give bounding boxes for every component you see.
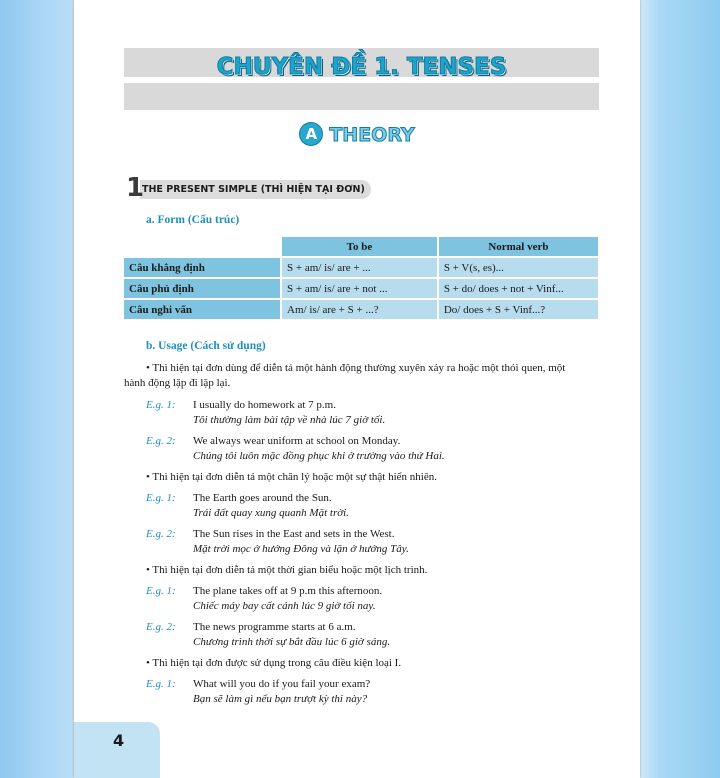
bullet-schedule: • Thì hiện tại đơn diễn tả một thời gian biểu hoặc một lịch trình.	[146, 564, 428, 576]
section-heading	[126, 173, 365, 203]
table-row	[124, 279, 600, 300]
example-vietnamese: Chiếc máy bay cất cánh lúc 9 giờ tối nay.	[193, 600, 376, 612]
example-english: The Earth goes around the Sun.	[193, 492, 332, 504]
cell-to-be: S + am/ is/ are + ...	[282, 258, 439, 279]
example-english: The Sun rises in the East and sets in the West.	[193, 528, 395, 540]
example-english: We always wear uniform at school on Monday.	[193, 435, 401, 447]
example-vietnamese: Bạn sẽ làm gì nếu bạn trượt kỳ thi này?	[193, 693, 368, 705]
table-header-row	[124, 237, 600, 258]
example-tag: E.g. 1:	[146, 678, 176, 690]
example-tag: E.g. 1:	[146, 492, 176, 504]
cell-verb: S + V(s, es)...	[439, 258, 600, 279]
header-to-be: To be	[282, 237, 439, 258]
table-row	[124, 300, 600, 321]
page-number: 4	[113, 731, 125, 750]
bullet-conditional: • Thì hiện tại đơn được sử dụng trong câu điều kiện loại I.	[146, 657, 402, 669]
example-english: I usually do homework at 7 p.m.	[193, 399, 336, 411]
cell-to-be: S + am/ is/ are + not ...	[282, 279, 439, 300]
theory-badge-icon: A	[299, 122, 323, 146]
row-label: Câu nghi vấn	[124, 300, 282, 321]
background-right	[640, 0, 720, 778]
example-tag: E.g. 2:	[146, 621, 176, 633]
title-band-bottom	[124, 83, 599, 110]
example-vietnamese: Tôi thường làm bài tập về nhà lúc 7 giờ tối.	[193, 414, 386, 426]
example-vietnamese: Chúng tôi luôn mặc đồng phục khi ở trường vào thứ Hai.	[193, 450, 445, 462]
example-tag: E.g. 1:	[146, 585, 176, 597]
bullet-truth: • Thì hiện tại đơn diễn tả một chân lý hoặc một sự thật hiển nhiên.	[146, 471, 437, 483]
example-english: The plane takes off at 9 p.m this afternoon.	[193, 585, 383, 597]
chapter-title: CHUYÊN ĐỀ 1. TENSES	[216, 54, 507, 80]
cell-to-be: Am/ is/ are + S + ...?	[282, 300, 439, 321]
header-normal-verb: Normal verb	[439, 237, 600, 258]
document-page	[74, 0, 640, 778]
example-vietnamese: Trái đất quay xung quanh Mặt trời.	[193, 507, 349, 519]
example-vietnamese: Mặt trời mọc ở hướng Đông và lặn ở hướng Tây.	[193, 543, 409, 555]
section-title: THE PRESENT SIMPLE (THÌ HIỆN TẠI ĐƠN)	[140, 180, 371, 199]
example-tag: E.g. 2:	[146, 435, 176, 447]
table-row	[124, 258, 600, 279]
row-label: Câu phủ định	[124, 279, 282, 300]
table-corner	[124, 237, 282, 258]
cell-verb: Do/ does + S + Vinf...?	[439, 300, 600, 321]
cell-verb: S + do/ does + not + Vinf...	[439, 279, 600, 300]
example-english: What will you do if you fail your exam?	[193, 678, 371, 690]
form-heading: a. Form (Cấu trúc)	[146, 214, 240, 226]
theory-label: THEORY	[329, 124, 415, 146]
usage-heading: b. Usage (Cách sử dụng)	[146, 340, 266, 352]
row-label: Câu khẳng định	[124, 258, 282, 279]
theory-heading	[74, 122, 640, 146]
example-tag: E.g. 1:	[146, 399, 176, 411]
bullet-habit-line2: hành động lặp đi lặp lại.	[124, 377, 231, 389]
form-table	[124, 237, 600, 321]
example-tag: E.g. 2:	[146, 528, 176, 540]
example-vietnamese: Chương trình thời sự bắt đầu lúc 6 giờ sáng.	[193, 636, 391, 648]
example-english: The news programme starts at 6 a.m.	[193, 621, 356, 633]
bullet-habit-line1: • Thì hiện tại đơn dùng để diễn tả một hành động thường xuyên xảy ra hoặc một thói quen, một	[146, 362, 566, 374]
section-number: 1	[126, 173, 145, 203]
